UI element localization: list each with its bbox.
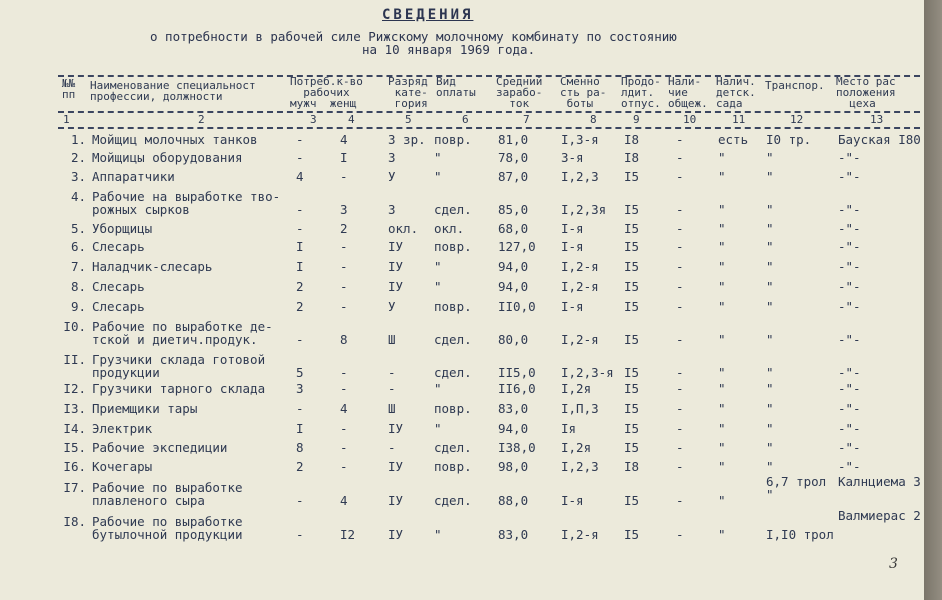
row-leave: I5 (624, 202, 640, 217)
table-row (0, 382, 924, 396)
row-kindergarten: " (718, 202, 726, 217)
row-men: 8 (296, 440, 304, 455)
row-dormitory: - (676, 493, 684, 508)
row-profession: Рабочие по выработке плавленого сыра (92, 480, 243, 508)
header-transport: Транспор. (765, 79, 825, 92)
row-shift: I,П,3 (561, 401, 599, 416)
column-number: 6 (462, 113, 469, 126)
row-shift: I-я (561, 299, 584, 314)
row-leave: I5 (624, 527, 640, 542)
row-women: - (340, 239, 348, 254)
row-number: 9. (70, 299, 86, 314)
row-number: I8. (63, 514, 86, 529)
row-leave: I5 (624, 381, 640, 396)
row-shift: I,2-я (561, 332, 599, 347)
row-grade: У (388, 299, 396, 314)
row-men: 3 (296, 381, 304, 396)
row-profession: Рабочие по выработке де- тской и диетич.продук. (92, 319, 273, 347)
row-women: I2 (340, 527, 356, 542)
row-shift: I-я (561, 221, 584, 236)
row-dormitory: - (676, 202, 684, 217)
row-profession: Приемщики тары (92, 401, 198, 416)
row-payment-type: повр. (434, 459, 472, 474)
row-leave: I8 (624, 132, 640, 147)
row-transport: " (766, 365, 774, 380)
table-row (0, 222, 924, 236)
row-payment-type: сдел. (434, 365, 472, 380)
row-location: Валмиерас 2 (838, 508, 921, 523)
row-women: - (340, 259, 348, 274)
row-profession: Рабочие экспедиции (92, 440, 228, 455)
row-kindergarten: " (718, 221, 726, 236)
row-location: -"- (838, 221, 861, 236)
row-number: 4. (70, 189, 86, 204)
row-average-wage: 68,0 (498, 221, 529, 236)
row-profession: Слесарь (92, 279, 145, 294)
row-grade: окл. (388, 221, 419, 236)
table-row (0, 260, 924, 274)
row-number: I0. (63, 319, 86, 334)
header-payment-type: Вид оплаты (436, 75, 476, 99)
row-men: - (296, 527, 304, 542)
row-transport: " (766, 221, 774, 236)
row-average-wage: 81,0 (498, 132, 529, 147)
row-kindergarten: " (718, 259, 726, 274)
row-payment-type: повр. (434, 132, 472, 147)
row-location: -"- (838, 381, 861, 396)
row-leave: I5 (624, 421, 640, 436)
row-women: 4 (340, 493, 348, 508)
row-transport: " (766, 401, 774, 416)
table-row (0, 240, 924, 254)
row-average-wage: 94,0 (498, 279, 529, 294)
row-shift: 3-я (561, 150, 584, 165)
column-number: 13 (870, 113, 884, 126)
row-payment-type: сдел. (434, 202, 472, 217)
row-kindergarten: " (718, 169, 726, 184)
row-shift: I,2,3 (561, 169, 599, 184)
header-average-wage: Средний зарабо- ток (496, 75, 543, 110)
row-payment-type: " (434, 279, 442, 294)
row-grade: IУ (388, 239, 404, 254)
row-average-wage: 98,0 (498, 459, 529, 474)
row-women: 3 (340, 202, 348, 217)
table-row (0, 460, 924, 474)
row-location: Бауская I80 (838, 132, 921, 147)
row-grade: Ш (388, 332, 396, 347)
column-number: 9 (633, 113, 640, 126)
header-leave: Продо- лдит. отпус. (621, 75, 661, 110)
row-women: 4 (340, 132, 348, 147)
row-payment-type: " (434, 259, 442, 274)
table-row (0, 300, 924, 314)
row-shift: I,2-я (561, 259, 599, 274)
row-leave: I5 (624, 279, 640, 294)
row-transport: I0 тр. (766, 132, 812, 147)
row-location: -"- (838, 365, 861, 380)
row-women: - (340, 421, 348, 436)
row-payment-type: " (434, 169, 442, 184)
row-grade: IУ (388, 459, 404, 474)
row-dormitory: - (676, 440, 684, 455)
row-profession: Рабочие на выработке тво- рожных сырков (92, 189, 281, 217)
row-men: 4 (296, 169, 304, 184)
row-transport: " (766, 459, 774, 474)
row-dormitory: - (676, 299, 684, 314)
row-dormitory: - (676, 459, 684, 474)
row-leave: I5 (624, 440, 640, 455)
row-transport: " (766, 440, 774, 455)
page-edge (924, 0, 942, 600)
row-kindergarten: " (718, 279, 726, 294)
row-average-wage: 127,0 (498, 239, 536, 254)
header-kindergarten: Налич. детск. сада (716, 75, 756, 110)
row-men: I (296, 421, 304, 436)
row-leave: I5 (624, 221, 640, 236)
row-shift: I,2я (561, 381, 592, 396)
row-payment-type: повр. (434, 239, 472, 254)
row-number: I6. (63, 459, 86, 474)
row-location: -"- (838, 401, 861, 416)
row-number: 1. (70, 132, 86, 147)
row-profession: Мойщицы оборудования (92, 150, 243, 165)
row-dormitory: - (676, 239, 684, 254)
header-location: Место рас положения цеха (836, 75, 896, 110)
row-transport: 6,7 трол " (766, 474, 827, 502)
table-row (0, 422, 924, 436)
table-row (0, 280, 924, 294)
row-transport: " (766, 332, 774, 347)
row-average-wage: 94,0 (498, 259, 529, 274)
row-payment-type: сдел. (434, 493, 472, 508)
header-needed-workers: Потреб.к-во рабочих мужч женщ (290, 75, 363, 110)
row-kindergarten: " (718, 440, 726, 455)
row-payment-type: " (434, 381, 442, 396)
document-subtitle (150, 30, 750, 56)
row-number: 8. (70, 279, 86, 294)
row-dormitory: - (676, 401, 684, 416)
row-number: I5. (63, 440, 86, 455)
row-men: - (296, 493, 304, 508)
row-dormitory: - (676, 421, 684, 436)
row-average-wage: 83,0 (498, 527, 529, 542)
row-dormitory: - (676, 527, 684, 542)
table-row (0, 319, 924, 347)
row-payment-type: " (434, 150, 442, 165)
row-men: - (296, 150, 304, 165)
row-women: 4 (340, 401, 348, 416)
header-shift: Сменно сть ра- боты (560, 75, 607, 110)
row-men: - (296, 132, 304, 147)
row-dormitory: - (676, 332, 684, 347)
row-payment-type: окл. (434, 221, 465, 236)
row-transport: " (766, 421, 774, 436)
row-kindergarten: " (718, 381, 726, 396)
row-profession: Аппаратчики (92, 169, 175, 184)
row-kindergarten: " (718, 332, 726, 347)
row-payment-type: " (434, 421, 442, 436)
row-dormitory: - (676, 279, 684, 294)
column-number: 1 (63, 113, 70, 126)
row-grade: 3 (388, 150, 396, 165)
column-number: 4 (348, 113, 355, 126)
row-women: 8 (340, 332, 348, 347)
table-row (0, 352, 924, 380)
row-men: - (296, 221, 304, 236)
subtitle-line-2: на 10 января 1969 года. (362, 42, 536, 57)
row-grade: IУ (388, 421, 404, 436)
row-women: - (340, 440, 348, 455)
row-location: -"- (838, 279, 861, 294)
row-profession: Мойщиц молочных танков (92, 132, 258, 147)
row-shift: Iя (561, 421, 577, 436)
column-number: 12 (790, 113, 804, 126)
header-bottom-rule (58, 127, 920, 129)
row-leave: I8 (624, 150, 640, 165)
row-leave: I5 (624, 169, 640, 184)
row-average-wage: II6,0 (498, 381, 536, 396)
row-men: I (296, 259, 304, 274)
row-number: 3. (70, 169, 86, 184)
row-location: -"- (838, 259, 861, 274)
row-women: - (340, 365, 348, 380)
table-row (0, 474, 924, 508)
row-men: - (296, 332, 304, 347)
row-average-wage: 85,0 (498, 202, 529, 217)
row-women: 2 (340, 221, 348, 236)
row-average-wage: 78,0 (498, 150, 529, 165)
row-number: 6. (70, 239, 86, 254)
column-number: 3 (310, 113, 317, 126)
row-location: -"- (838, 440, 861, 455)
row-dormitory: - (676, 381, 684, 396)
row-men: I (296, 239, 304, 254)
row-profession: Кочегары (92, 459, 153, 474)
row-grade: 3 зр. (388, 132, 426, 147)
row-profession: Наладчик-слесарь (92, 259, 213, 274)
row-women: - (340, 299, 348, 314)
column-number: 2 (198, 113, 205, 126)
row-shift: I,2,3 (561, 459, 599, 474)
row-kindergarten: " (718, 401, 726, 416)
row-dormitory: - (676, 259, 684, 274)
column-number: 8 (590, 113, 597, 126)
row-leave: I5 (624, 365, 640, 380)
row-men: - (296, 202, 304, 217)
row-payment-type: сдел. (434, 332, 472, 347)
row-payment-type: повр. (434, 299, 472, 314)
page-number-mark: 3 (889, 556, 898, 572)
row-leave: I5 (624, 299, 640, 314)
row-men: - (296, 401, 304, 416)
header-dormitory: Нали- чие общеж. (668, 75, 708, 110)
table-row (0, 508, 924, 542)
row-kindergarten: " (718, 150, 726, 165)
header-number: №№ пп (62, 77, 76, 101)
row-women: - (340, 279, 348, 294)
row-profession: Электрик (92, 421, 153, 436)
row-location: -"- (838, 239, 861, 254)
row-average-wage: 83,0 (498, 401, 529, 416)
row-average-wage: 87,0 (498, 169, 529, 184)
row-profession: Грузчики склада готовой продукции (92, 352, 266, 380)
row-transport: " (766, 202, 774, 217)
row-number: 5. (70, 221, 86, 236)
row-location: -"- (838, 421, 861, 436)
row-location: -"- (838, 332, 861, 347)
row-average-wage: 88,0 (498, 493, 529, 508)
table-row (0, 189, 924, 217)
header-grade: Разряд кате- гория (388, 75, 428, 110)
row-location: -"- (838, 202, 861, 217)
row-profession: Уборщицы (92, 221, 153, 236)
row-grade: IУ (388, 493, 404, 508)
row-grade: IУ (388, 259, 404, 274)
row-number: I2. (63, 381, 86, 396)
row-average-wage: II0,0 (498, 299, 536, 314)
row-grade: - (388, 440, 396, 455)
row-men: 2 (296, 299, 304, 314)
row-shift: I,3-я (561, 132, 599, 147)
column-number: 7 (523, 113, 530, 126)
row-transport: " (766, 299, 774, 314)
document-title: СВЕДЕНИЯ (382, 7, 474, 23)
table-row (0, 441, 924, 455)
row-shift: I-я (561, 493, 584, 508)
header-top-rule (58, 75, 920, 77)
row-kindergarten: " (718, 421, 726, 436)
row-men: 2 (296, 459, 304, 474)
row-kindergarten: " (718, 527, 726, 542)
row-location: Калнциема 3 (838, 474, 921, 489)
column-number: 11 (732, 113, 746, 126)
table-row (0, 170, 924, 184)
row-dormitory: - (676, 365, 684, 380)
row-kindergarten: " (718, 239, 726, 254)
header-profession: Наименование специальност профессии, должности (90, 79, 256, 103)
row-average-wage: II5,0 (498, 365, 536, 380)
column-number: 10 (683, 113, 697, 126)
row-shift: I,2я (561, 440, 592, 455)
row-number: 7. (70, 259, 86, 274)
row-transport: " (766, 239, 774, 254)
row-shift: I-я (561, 239, 584, 254)
row-number: I7. (63, 480, 86, 495)
row-men: 2 (296, 279, 304, 294)
row-profession: Грузчики тарного склада (92, 381, 266, 396)
column-number: 5 (405, 113, 412, 126)
row-grade: - (388, 365, 396, 380)
row-transport: " (766, 169, 774, 184)
table-row (0, 151, 924, 165)
row-shift: I,2-я (561, 279, 599, 294)
row-number: II. (63, 352, 86, 367)
row-leave: I5 (624, 332, 640, 347)
row-leave: I8 (624, 459, 640, 474)
row-profession: Слесарь (92, 299, 145, 314)
row-profession: Рабочие по выработке бутылочной продукции (92, 514, 243, 542)
row-leave: I5 (624, 401, 640, 416)
row-kindergarten: " (718, 459, 726, 474)
row-women: - (340, 459, 348, 474)
row-women: I (340, 150, 348, 165)
row-number: 2. (70, 150, 86, 165)
row-leave: I5 (624, 493, 640, 508)
row-payment-type: " (434, 527, 442, 542)
row-dormitory: - (676, 150, 684, 165)
table-row (0, 133, 924, 147)
row-location: -"- (838, 150, 861, 165)
table-row (0, 402, 924, 416)
row-transport: " (766, 279, 774, 294)
row-average-wage: 94,0 (498, 421, 529, 436)
row-grade: - (388, 381, 396, 396)
row-shift: I,2-я (561, 527, 599, 542)
row-transport: " (766, 150, 774, 165)
row-grade: Ш (388, 401, 396, 416)
row-dormitory: - (676, 221, 684, 236)
row-kindergarten: " (718, 493, 726, 508)
row-number: I4. (63, 421, 86, 436)
row-kindergarten: " (718, 299, 726, 314)
row-dormitory: - (676, 132, 684, 147)
row-location: -"- (838, 459, 861, 474)
row-kindergarten: " (718, 365, 726, 380)
row-shift: I,2,3-я (561, 365, 614, 380)
row-grade: У (388, 169, 396, 184)
row-leave: I5 (624, 259, 640, 274)
row-dormitory: - (676, 169, 684, 184)
row-women: - (340, 169, 348, 184)
row-location: -"- (838, 299, 861, 314)
row-payment-type: сдел. (434, 440, 472, 455)
row-transport: " (766, 381, 774, 396)
subtitle-line-1: о потребности в рабочей силе Рижскому молочному комбинату по состоянию (150, 29, 677, 44)
row-grade: IУ (388, 527, 404, 542)
row-average-wage: 80,0 (498, 332, 529, 347)
row-shift: I,2,3я (561, 202, 607, 217)
row-kindergarten: есть (718, 132, 749, 147)
row-leave: I5 (624, 239, 640, 254)
row-transport: " (766, 259, 774, 274)
row-average-wage: I38,0 (498, 440, 536, 455)
row-women: - (340, 381, 348, 396)
row-grade: 3 (388, 202, 396, 217)
row-grade: IУ (388, 279, 404, 294)
row-profession: Слесарь (92, 239, 145, 254)
row-payment-type: повр. (434, 401, 472, 416)
row-number: I3. (63, 401, 86, 416)
row-men: 5 (296, 365, 304, 380)
row-location: -"- (838, 169, 861, 184)
row-transport: I,I0 трол (766, 527, 834, 542)
